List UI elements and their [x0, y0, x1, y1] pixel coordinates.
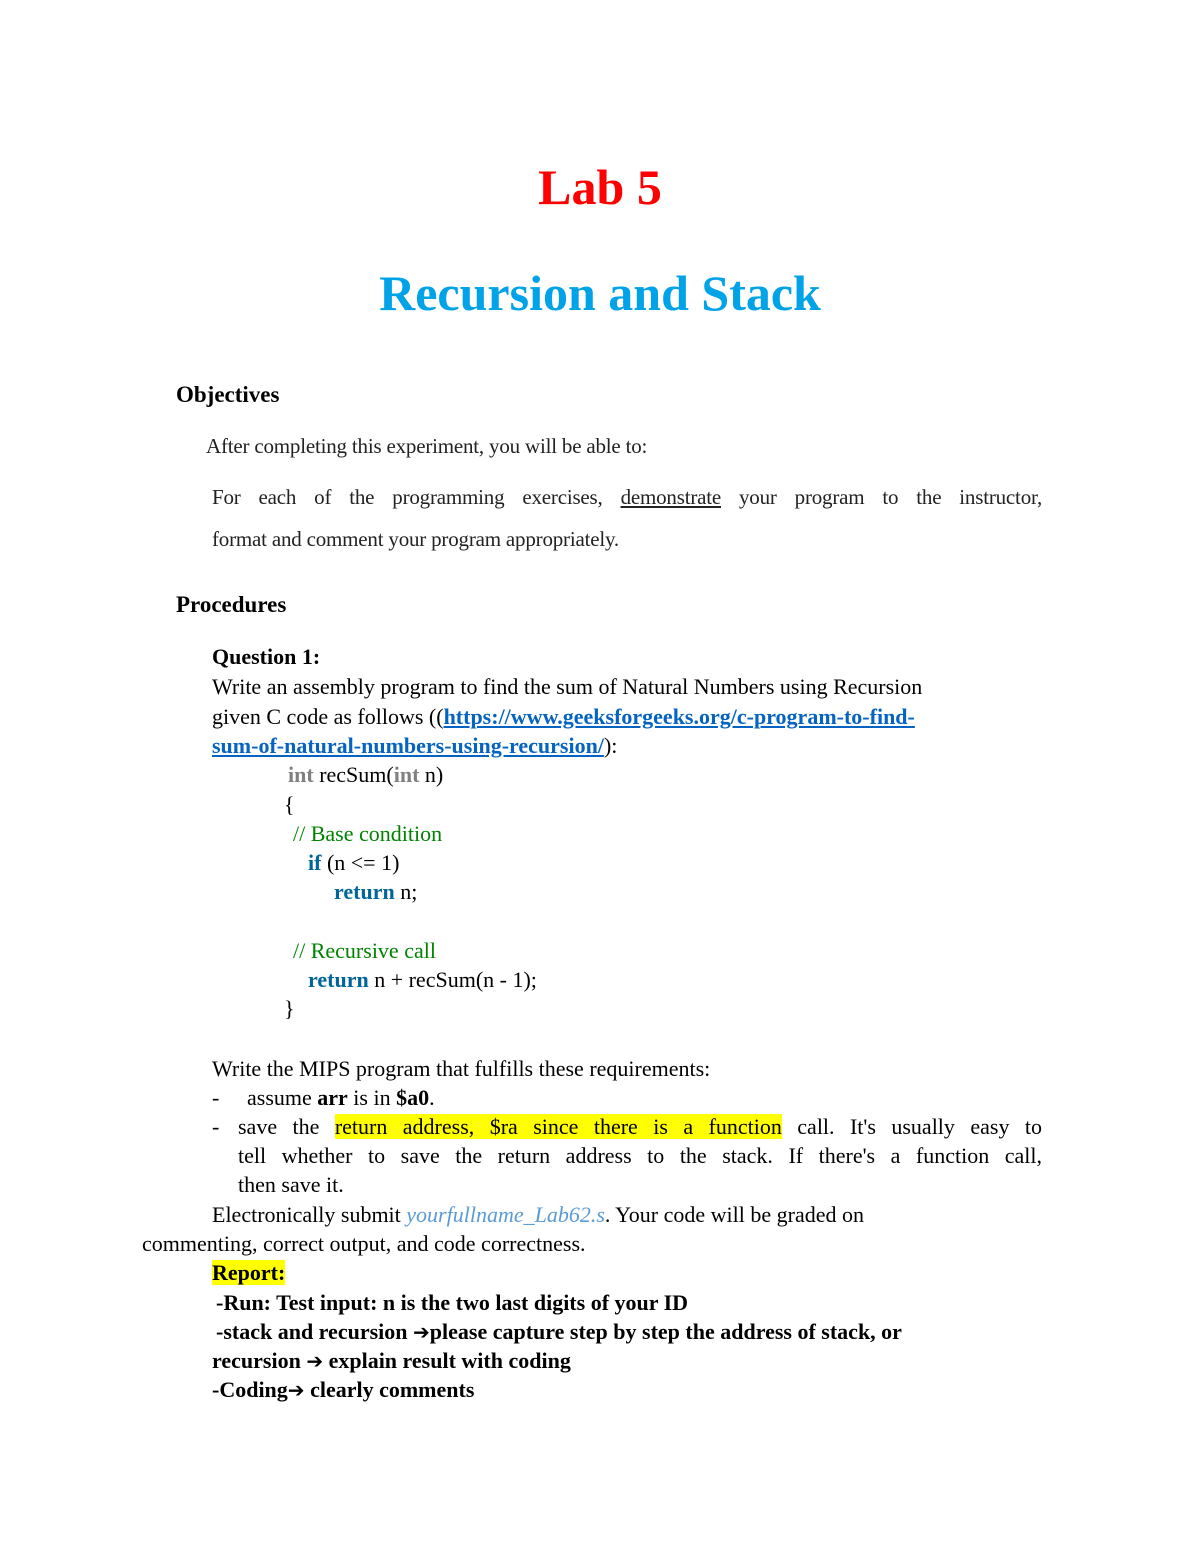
- objectives-line2: format and comment your program appropriately.: [212, 527, 619, 551]
- code-line-8: }: [284, 996, 295, 1021]
- report-item-run: -Run: Test input: n is the two last digits of your ID: [216, 1290, 689, 1315]
- report-label: Report:: [212, 1260, 286, 1285]
- submit-line2: commenting, correct output, and code correctness.: [142, 1231, 586, 1256]
- report-item-coding: -Coding➔ clearly comments: [212, 1377, 475, 1402]
- report-item-recursion: recursion ➔ explain result with coding: [212, 1348, 571, 1373]
- lab-subtitle: Recursion and Stack: [379, 265, 821, 321]
- code-comment-base: // Base condition: [293, 821, 443, 846]
- code-line-7: return n + recSum(n - 1);: [308, 967, 537, 992]
- demonstrate-underlined: demonstrate: [620, 485, 721, 509]
- objectives-heading: Objectives: [176, 382, 280, 407]
- code-line-4: if (n <= 1): [308, 850, 400, 875]
- requirement-1: assume arr is in $a0.: [247, 1085, 435, 1110]
- requirement-2-line3: then save it.: [238, 1172, 344, 1197]
- report-item-stack: -stack and recursion ➔please capture step by step the address of stack, or: [216, 1319, 902, 1344]
- code-line-1: int recSum(int n): [288, 762, 444, 787]
- lab-title: Lab 5: [538, 159, 662, 215]
- code-line-5: return n;: [334, 879, 418, 904]
- arrow-right-icon: ➔: [413, 1320, 430, 1344]
- highlighted-return-address: return address, $ra since there is a function: [334, 1114, 782, 1139]
- arrow-right-icon: ➔: [306, 1349, 324, 1373]
- question-line2: given C code as follows ((https://www.geeksforgeeks.org/c-program-to-find-: [212, 704, 915, 729]
- requirement-2-line1: save the return address, $ra since there is a function call. It's usually easy to: [238, 1114, 1042, 1139]
- code-line-2: {: [284, 792, 295, 817]
- objectives-line1: For each of the programming exercises, demonstrate your program to the instructor,: [212, 485, 1042, 509]
- code-comment-recursive: // Recursive call: [293, 938, 436, 963]
- submit-line1: Electronically submit yourfullname_Lab62.s. Your code will be graded on: [212, 1202, 864, 1227]
- submission-filename: yourfullname_Lab62.s: [406, 1202, 605, 1227]
- geeksforgeeks-link[interactable]: https://www.geeksforgeeks.org/c-program-to-find-: [443, 704, 915, 729]
- question-label: Question 1:: [212, 644, 321, 669]
- procedures-heading: Procedures: [176, 592, 287, 617]
- requirement-2-line2: tell whether to save the return address to the stack. If there's a function call,: [238, 1143, 1042, 1168]
- requirement-1-dash: -: [212, 1085, 220, 1110]
- objectives-intro: After completing this experiment, you will be able to:: [206, 434, 648, 458]
- question-line1: Write an assembly program to find the sum of Natural Numbers using Recursion: [212, 674, 923, 699]
- question-line3: sum-of-natural-numbers-using-recursion/):: [212, 733, 618, 758]
- requirement-2-dash: -: [212, 1114, 220, 1139]
- arrow-right-icon: ➔: [287, 1378, 305, 1402]
- geeksforgeeks-link-continued[interactable]: sum-of-natural-numbers-using-recursion/: [212, 733, 604, 758]
- requirements-intro: Write the MIPS program that fulfills these requirements:: [212, 1056, 711, 1081]
